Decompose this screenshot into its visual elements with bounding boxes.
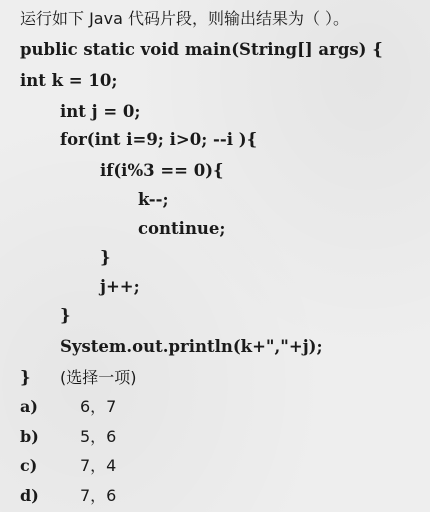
code-line-9: j++; bbox=[100, 277, 140, 296]
code-line-3: int j = 0; bbox=[60, 102, 141, 121]
code-line-10: } bbox=[60, 306, 71, 325]
question-instruction: (选择一项) bbox=[60, 368, 137, 387]
option-c-letter: c) bbox=[20, 456, 38, 475]
option-b-letter: b) bbox=[20, 427, 39, 446]
code-line-6: k--; bbox=[138, 190, 169, 209]
option-a-text: 6，7 bbox=[80, 397, 117, 416]
code-line-1: public static void main(String[] args) { bbox=[20, 40, 383, 59]
code-line-8: } bbox=[100, 248, 111, 267]
option-c-text: 7，4 bbox=[80, 456, 117, 475]
code-line-2: int k = 10; bbox=[20, 71, 118, 90]
code-line-11: System.out.println(k+","+j); bbox=[60, 337, 323, 356]
code-line-7: continue; bbox=[138, 219, 226, 238]
option-b-text: 5，6 bbox=[80, 427, 117, 446]
code-line-12: } bbox=[20, 368, 31, 387]
question-prompt: 运行如下 Java 代码片段，则输出结果为（ ）。 bbox=[20, 9, 350, 28]
option-d-letter: d) bbox=[20, 486, 39, 505]
code-line-4: for(int i=9; i>0; --i ){ bbox=[60, 130, 258, 149]
option-a-letter: a) bbox=[20, 397, 38, 416]
code-line-5: if(i%3 == 0){ bbox=[100, 161, 224, 180]
option-d-text: 7，6 bbox=[80, 486, 117, 505]
